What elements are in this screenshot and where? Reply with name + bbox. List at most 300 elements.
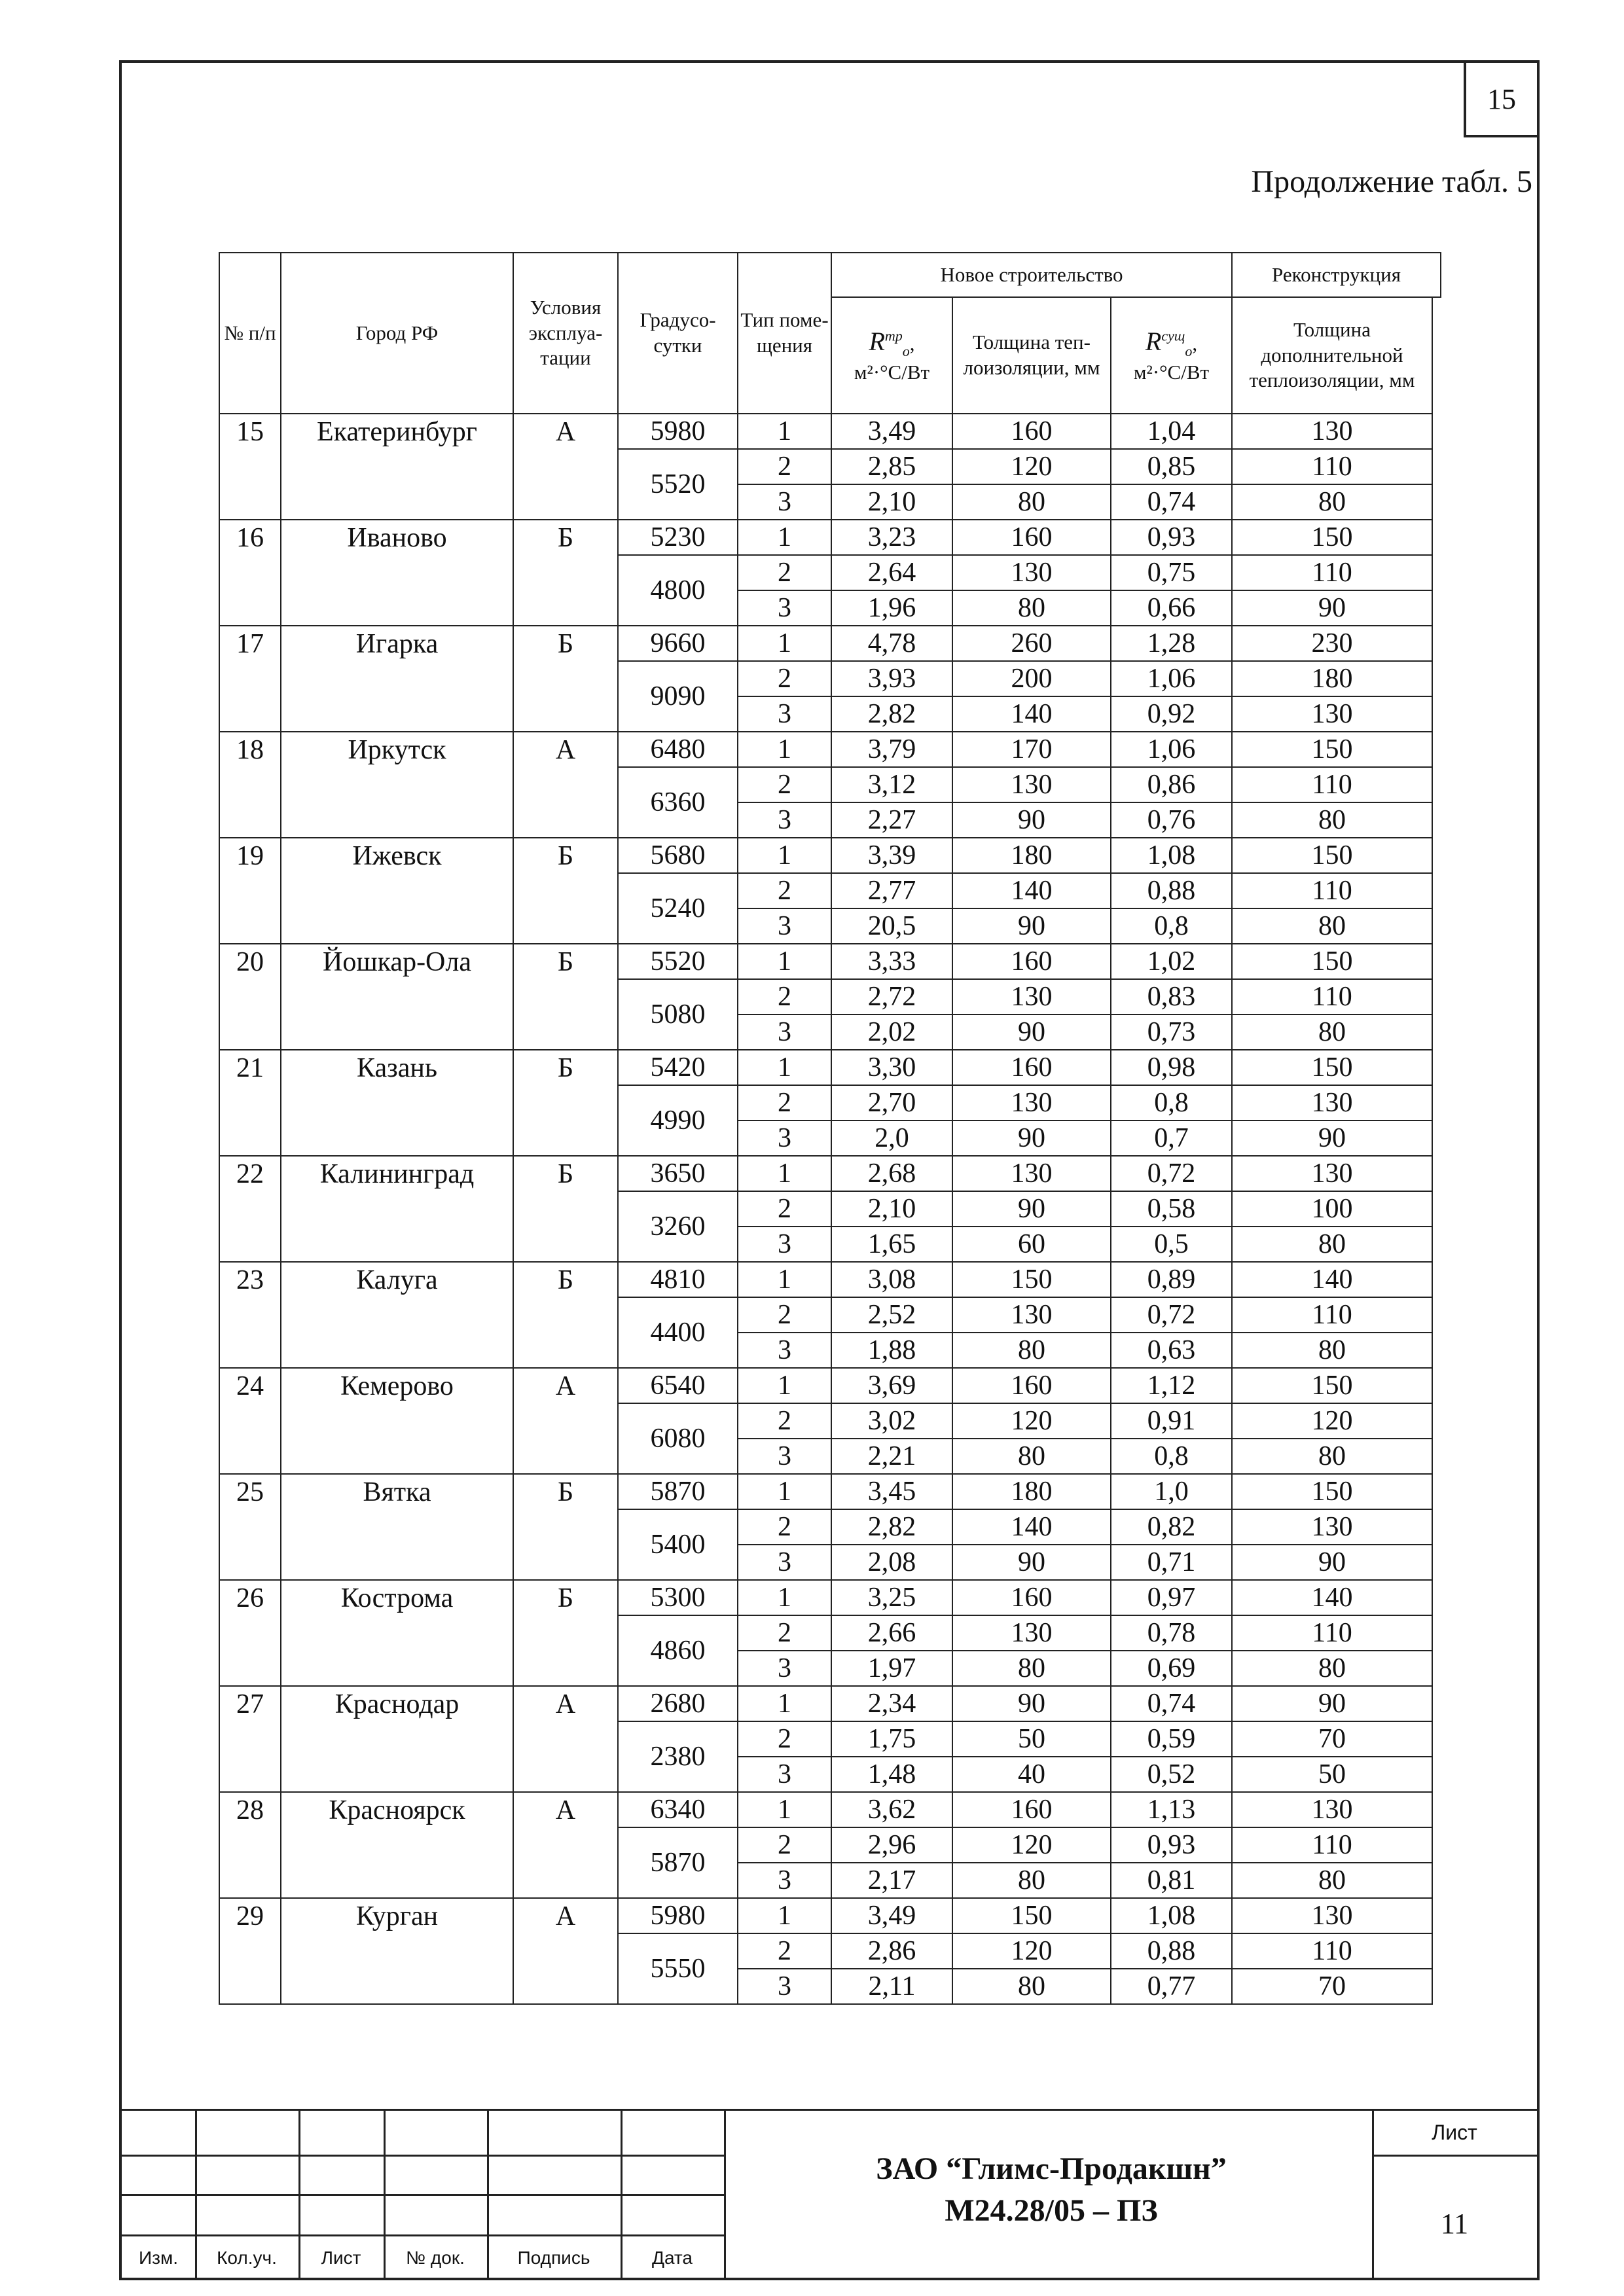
thickness-additional-value: 80 — [1232, 1227, 1432, 1262]
r-existing-value: 1,28 — [1111, 626, 1232, 661]
table-row — [219, 1474, 1441, 1509]
thickness-additional-value: 80 — [1232, 802, 1432, 838]
r-existing-value: 0,74 — [1111, 1686, 1232, 1721]
degree-days-value: 6540 — [618, 1368, 738, 1403]
title-block — [122, 2109, 1537, 2278]
row-number: 18 — [219, 732, 281, 838]
table-row — [219, 1580, 1441, 1615]
thickness-additional-value: 70 — [1232, 1721, 1432, 1757]
r-required-value: 1,97 — [831, 1651, 952, 1686]
city-name: Краснодар — [281, 1686, 513, 1792]
r-required-value: 1,75 — [831, 1721, 952, 1757]
r-required-value: 2,82 — [831, 1509, 952, 1545]
thickness-new-value: 180 — [952, 838, 1111, 873]
r-required-value: 3,62 — [831, 1792, 952, 1827]
thickness-new-value: 150 — [952, 1898, 1111, 1933]
r-required-value: 2,64 — [831, 555, 952, 590]
header-thickness-additional: Толщина дополнительной теплоизоляции, мм — [1232, 297, 1432, 414]
r-existing-value: 0,97 — [1111, 1580, 1232, 1615]
degree-days-value: 2380 — [618, 1721, 738, 1792]
thickness-new-value: 90 — [952, 908, 1111, 944]
operating-conditions: Б — [513, 1262, 618, 1368]
room-type: 1 — [738, 414, 831, 449]
header-city: Город РФ — [281, 253, 513, 414]
degree-days-value: 5420 — [618, 1050, 738, 1085]
room-type: 2 — [738, 555, 831, 590]
r-existing-value: 0,74 — [1111, 484, 1232, 520]
document-code: М24.28/05 – ПЗ — [945, 2193, 1158, 2228]
thickness-new-value: 120 — [952, 1403, 1111, 1439]
r-required-value: 2,11 — [831, 1969, 952, 2004]
thickness-additional-value: 120 — [1232, 1403, 1432, 1439]
thickness-additional-value: 150 — [1232, 1050, 1432, 1085]
thickness-new-value: 130 — [952, 1156, 1111, 1191]
thickness-additional-value: 150 — [1232, 732, 1432, 767]
r-required-value: 2,17 — [831, 1863, 952, 1898]
r-required-value: 2,85 — [831, 449, 952, 484]
label-list: Лист — [321, 2248, 361, 2268]
thickness-additional-value: 110 — [1232, 979, 1432, 1014]
thickness-additional-value: 100 — [1232, 1191, 1432, 1227]
sheet-number: 11 — [1440, 2208, 1469, 2240]
row-number: 23 — [219, 1262, 281, 1368]
r-existing-value: 0,69 — [1111, 1651, 1232, 1686]
degree-days-value: 6360 — [618, 767, 738, 838]
r-existing-value: 0,83 — [1111, 979, 1232, 1014]
thickness-additional-value: 150 — [1232, 838, 1432, 873]
r-existing-value: 1,08 — [1111, 1898, 1232, 1933]
thickness-additional-value: 140 — [1232, 1262, 1432, 1297]
r-required-value: 2,0 — [831, 1121, 952, 1156]
thickness-new-value: 80 — [952, 1651, 1111, 1686]
r-existing-value: 0,85 — [1111, 449, 1232, 484]
thickness-new-value: 160 — [952, 1050, 1111, 1085]
row-number: 28 — [219, 1792, 281, 1898]
r-required-value: 3,33 — [831, 944, 952, 979]
r-existing-value: 1,04 — [1111, 414, 1232, 449]
thickness-new-value: 130 — [952, 1297, 1111, 1333]
degree-days-value: 5550 — [618, 1933, 738, 2004]
thickness-additional-value: 110 — [1232, 1615, 1432, 1651]
room-type: 3 — [738, 1651, 831, 1686]
thickness-new-value: 140 — [952, 696, 1111, 732]
thickness-new-value: 160 — [952, 1368, 1111, 1403]
r-required-value: 2,82 — [831, 696, 952, 732]
thickness-new-value: 170 — [952, 732, 1111, 767]
r-required-value: 2,86 — [831, 1933, 952, 1969]
room-type: 1 — [738, 1898, 831, 1933]
operating-conditions: Б — [513, 1156, 618, 1262]
room-type: 3 — [738, 1863, 831, 1898]
table-row — [219, 944, 1441, 979]
r-existing-value: 1,02 — [1111, 944, 1232, 979]
room-type: 1 — [738, 1156, 831, 1191]
room-type: 2 — [738, 1509, 831, 1545]
r-required-value: 3,08 — [831, 1262, 952, 1297]
label-kol-uch: Кол.уч. — [217, 2248, 277, 2268]
table-row — [219, 1262, 1441, 1297]
r-required-value: 4,78 — [831, 626, 952, 661]
degree-days-value: 4990 — [618, 1085, 738, 1156]
r-required-value: 2,72 — [831, 979, 952, 1014]
thickness-additional-value: 110 — [1232, 1933, 1432, 1969]
r-required-value: 2,02 — [831, 1014, 952, 1050]
r-required-value: 20,5 — [831, 908, 952, 944]
city-name: Калуга — [281, 1262, 513, 1368]
r-existing-value: 0,58 — [1111, 1191, 1232, 1227]
r-existing-value: 1,13 — [1111, 1792, 1232, 1827]
r-existing-value: 1,12 — [1111, 1368, 1232, 1403]
room-type: 1 — [738, 626, 831, 661]
r-existing-value: 0,81 — [1111, 1863, 1232, 1898]
thickness-new-value: 160 — [952, 944, 1111, 979]
thickness-new-value: 90 — [952, 1121, 1111, 1156]
r-required-value: 3,69 — [831, 1368, 952, 1403]
r-existing-value: 0,5 — [1111, 1227, 1232, 1262]
thickness-additional-value: 180 — [1232, 661, 1432, 696]
row-number: 29 — [219, 1898, 281, 2004]
thickness-new-value: 80 — [952, 1439, 1111, 1474]
degree-days-value: 9660 — [618, 626, 738, 661]
r-required-value: 2,08 — [831, 1545, 952, 1580]
thickness-additional-value: 80 — [1232, 908, 1432, 944]
r-required-value: 3,45 — [831, 1474, 952, 1509]
operating-conditions: А — [513, 1368, 618, 1474]
r-required-value: 2,10 — [831, 1191, 952, 1227]
row-number: 25 — [219, 1474, 281, 1580]
label-date: Дата — [651, 2248, 693, 2268]
table-row — [219, 732, 1441, 767]
row-number: 22 — [219, 1156, 281, 1262]
operating-conditions: А — [513, 1898, 618, 2004]
thickness-new-value: 130 — [952, 1615, 1111, 1651]
r-required-value: 2,34 — [831, 1686, 952, 1721]
thickness-additional-value: 110 — [1232, 1297, 1432, 1333]
room-type: 3 — [738, 590, 831, 626]
room-type: 2 — [738, 767, 831, 802]
room-type: 1 — [738, 1792, 831, 1827]
room-type: 1 — [738, 520, 831, 555]
room-type: 2 — [738, 1615, 831, 1651]
room-type: 3 — [738, 1439, 831, 1474]
room-type: 1 — [738, 944, 831, 979]
sheet-label: Лист — [1432, 2121, 1477, 2144]
room-type: 1 — [738, 838, 831, 873]
r-existing-value: 0,71 — [1111, 1545, 1232, 1580]
header-reconstruction: Реконструкция — [1232, 253, 1441, 297]
city-name: Красноярск — [281, 1792, 513, 1898]
room-type: 1 — [738, 732, 831, 767]
r-required-value: 2,52 — [831, 1297, 952, 1333]
r-required-value: 3,79 — [831, 732, 952, 767]
thickness-new-value: 40 — [952, 1757, 1111, 1792]
thickness-new-value: 90 — [952, 1014, 1111, 1050]
r-existing-value: 0,75 — [1111, 555, 1232, 590]
row-number: 24 — [219, 1368, 281, 1474]
r-existing-value: 1,06 — [1111, 732, 1232, 767]
thickness-additional-value: 110 — [1232, 873, 1432, 908]
room-type: 1 — [738, 1474, 831, 1509]
thickness-new-value: 160 — [952, 414, 1111, 449]
r-required-value: 3,49 — [831, 414, 952, 449]
r-required-value: 2,21 — [831, 1439, 952, 1474]
thickness-additional-value: 130 — [1232, 414, 1432, 449]
operating-conditions: Б — [513, 520, 618, 626]
header-thickness-new: Толщина теп-лоизоляции, мм — [952, 297, 1111, 414]
operating-conditions: Б — [513, 1050, 618, 1156]
degree-days-value: 4800 — [618, 555, 738, 626]
room-type: 1 — [738, 1686, 831, 1721]
city-name: Ижевск — [281, 838, 513, 944]
operating-conditions: А — [513, 732, 618, 838]
operating-conditions: Б — [513, 1474, 618, 1580]
thickness-additional-value: 130 — [1232, 1898, 1432, 1933]
r-required-value: 2,77 — [831, 873, 952, 908]
thickness-new-value: 90 — [952, 1191, 1111, 1227]
r-required-value: 1,96 — [831, 590, 952, 626]
r-required-value: 2,70 — [831, 1085, 952, 1121]
thickness-additional-value: 110 — [1232, 1827, 1432, 1863]
table-row — [219, 414, 1441, 449]
room-type: 2 — [738, 1721, 831, 1757]
room-type: 3 — [738, 484, 831, 520]
r-existing-value: 1,08 — [1111, 838, 1232, 873]
city-name: Кемерово — [281, 1368, 513, 1474]
thickness-additional-value: 80 — [1232, 1863, 1432, 1898]
thickness-new-value: 130 — [952, 555, 1111, 590]
r-existing-value: 0,66 — [1111, 590, 1232, 626]
room-type: 3 — [738, 1545, 831, 1580]
r-required-value: 1,65 — [831, 1227, 952, 1262]
r-existing-value: 0,88 — [1111, 873, 1232, 908]
r-existing-value: 0,8 — [1111, 1085, 1232, 1121]
thickness-additional-value: 70 — [1232, 1969, 1432, 2004]
thickness-additional-value: 150 — [1232, 944, 1432, 979]
thickness-new-value: 160 — [952, 1792, 1111, 1827]
degree-days-value: 5240 — [618, 873, 738, 944]
label-doc-num: № док. — [406, 2248, 465, 2268]
room-type: 2 — [738, 449, 831, 484]
r-existing-value: 0,8 — [1111, 908, 1232, 944]
thickness-additional-value: 150 — [1232, 1368, 1432, 1403]
table-row — [219, 1792, 1441, 1827]
city-name: Иваново — [281, 520, 513, 626]
degree-days-value: 2680 — [618, 1686, 738, 1721]
r-required-value: 2,27 — [831, 802, 952, 838]
city-name: Калининград — [281, 1156, 513, 1262]
row-number: 21 — [219, 1050, 281, 1156]
degree-days-value: 5870 — [618, 1827, 738, 1898]
thickness-new-value: 120 — [952, 449, 1111, 484]
thickness-new-value: 80 — [952, 1333, 1111, 1368]
r-existing-value: 0,8 — [1111, 1439, 1232, 1474]
header-new-construction: Новое строительство — [831, 253, 1232, 297]
thickness-additional-value: 230 — [1232, 626, 1432, 661]
header-conditions: Условия эксплуа-тации — [513, 253, 618, 414]
r-existing-value: 0,89 — [1111, 1262, 1232, 1297]
r-required-value: 3,30 — [831, 1050, 952, 1085]
row-number: 20 — [219, 944, 281, 1050]
r-required-value: 2,68 — [831, 1156, 952, 1191]
thickness-new-value: 120 — [952, 1827, 1111, 1863]
r-required-value: 3,39 — [831, 838, 952, 873]
thickness-additional-value: 130 — [1232, 1156, 1432, 1191]
city-name: Кострома — [281, 1580, 513, 1686]
degree-days-value: 4810 — [618, 1262, 738, 1297]
r-required-value: 3,02 — [831, 1403, 952, 1439]
page-number: 15 — [1464, 60, 1540, 137]
degree-days-value: 4860 — [618, 1615, 738, 1686]
thickness-new-value: 130 — [952, 979, 1111, 1014]
city-name: Екатеринбург — [281, 414, 513, 520]
thickness-new-value: 80 — [952, 1863, 1111, 1898]
r-existing-value: 0,91 — [1111, 1403, 1232, 1439]
degree-days-value: 5980 — [618, 414, 738, 449]
thickness-new-value: 80 — [952, 484, 1111, 520]
thickness-additional-value: 80 — [1232, 1651, 1432, 1686]
r-existing-value: 1,06 — [1111, 661, 1232, 696]
degree-days-value: 5520 — [618, 449, 738, 520]
thickness-new-value: 50 — [952, 1721, 1111, 1757]
room-type: 2 — [738, 661, 831, 696]
degree-days-value: 3650 — [618, 1156, 738, 1191]
row-number: 19 — [219, 838, 281, 944]
thickness-additional-value: 130 — [1232, 1085, 1432, 1121]
r-existing-value: 0,76 — [1111, 802, 1232, 838]
table-row — [219, 1050, 1441, 1085]
degree-days-value: 5520 — [618, 944, 738, 979]
r-existing-value: 0,63 — [1111, 1333, 1232, 1368]
operating-conditions: А — [513, 414, 618, 520]
thickness-additional-value: 80 — [1232, 1333, 1432, 1368]
operating-conditions: А — [513, 1792, 618, 1898]
thickness-additional-value: 110 — [1232, 767, 1432, 802]
r-existing-value: 0,82 — [1111, 1509, 1232, 1545]
room-type: 3 — [738, 908, 831, 944]
thickness-additional-value: 110 — [1232, 449, 1432, 484]
room-type: 1 — [738, 1050, 831, 1085]
room-type: 3 — [738, 802, 831, 838]
r-required-value: 2,10 — [831, 484, 952, 520]
r-existing-value: 0,88 — [1111, 1933, 1232, 1969]
degree-days-value: 5980 — [618, 1898, 738, 1933]
header-num: № п/п — [219, 253, 281, 414]
thickness-new-value: 160 — [952, 1580, 1111, 1615]
degree-days-value: 5300 — [618, 1580, 738, 1615]
r-existing-value: 0,77 — [1111, 1969, 1232, 2004]
degree-days-value: 5230 — [618, 520, 738, 555]
degree-days-value: 5080 — [618, 979, 738, 1050]
table-row — [219, 626, 1441, 661]
room-type: 2 — [738, 1297, 831, 1333]
room-type: 3 — [738, 1121, 831, 1156]
table-row — [219, 1156, 1441, 1191]
r-required-value: 3,93 — [831, 661, 952, 696]
row-number: 16 — [219, 520, 281, 626]
thickness-new-value: 120 — [952, 1933, 1111, 1969]
room-type: 2 — [738, 873, 831, 908]
label-signature: Подпись — [517, 2248, 590, 2268]
r-existing-value: 0,7 — [1111, 1121, 1232, 1156]
operating-conditions: Б — [513, 1580, 618, 1686]
thickness-new-value: 160 — [952, 520, 1111, 555]
degree-days-value: 4400 — [618, 1297, 738, 1368]
thickness-new-value: 90 — [952, 802, 1111, 838]
table-row — [219, 1898, 1441, 1933]
header-degree-days: Градусо-сутки — [618, 253, 738, 414]
city-name: Вятка — [281, 1474, 513, 1580]
r-existing-value: 1,0 — [1111, 1474, 1232, 1509]
degree-days-value: 5680 — [618, 838, 738, 873]
thickness-additional-value: 150 — [1232, 520, 1432, 555]
room-type: 3 — [738, 1757, 831, 1792]
degree-days-value: 3260 — [618, 1191, 738, 1262]
city-name: Курган — [281, 1898, 513, 2004]
room-type: 3 — [738, 1014, 831, 1050]
thickness-additional-value: 110 — [1232, 555, 1432, 590]
r-required-value: 2,66 — [831, 1615, 952, 1651]
thickness-new-value: 90 — [952, 1686, 1111, 1721]
degree-days-value: 5400 — [618, 1509, 738, 1580]
r-required-value: 3,25 — [831, 1580, 952, 1615]
r-existing-value: 0,93 — [1111, 520, 1232, 555]
r-existing-value: 0,72 — [1111, 1156, 1232, 1191]
header-room-type: Тип поме-щения — [738, 253, 831, 414]
thickness-additional-value: 90 — [1232, 1121, 1432, 1156]
thickness-new-value: 80 — [952, 590, 1111, 626]
degree-days-value: 9090 — [618, 661, 738, 732]
company-name: ЗАО “Глимс-Продакшн” — [876, 2151, 1227, 2186]
thickness-new-value: 130 — [952, 1085, 1111, 1121]
city-name: Йошкар-Ола — [281, 944, 513, 1050]
operating-conditions: Б — [513, 838, 618, 944]
label-izm: Изм. — [139, 2248, 178, 2268]
thickness-additional-value: 130 — [1232, 696, 1432, 732]
table-row — [219, 1686, 1441, 1721]
header-r-required: $R^{тр}_o$, м²·°С/Вт — [831, 297, 952, 414]
thickness-new-value: 140 — [952, 1509, 1111, 1545]
thickness-additional-value: 80 — [1232, 1014, 1432, 1050]
thickness-additional-value: 50 — [1232, 1757, 1432, 1792]
city-name: Игарка — [281, 626, 513, 732]
room-type: 3 — [738, 696, 831, 732]
room-type: 3 — [738, 1227, 831, 1262]
thickness-additional-value: 130 — [1232, 1792, 1432, 1827]
room-type: 2 — [738, 1191, 831, 1227]
data-table — [219, 252, 1441, 2005]
city-name: Иркутск — [281, 732, 513, 838]
degree-days-value: 6340 — [618, 1792, 738, 1827]
row-number: 26 — [219, 1580, 281, 1686]
r-existing-value: 0,98 — [1111, 1050, 1232, 1085]
row-number: 27 — [219, 1686, 281, 1792]
thickness-new-value: 130 — [952, 767, 1111, 802]
thickness-new-value: 140 — [952, 873, 1111, 908]
room-type: 3 — [738, 1969, 831, 2004]
r-required-value: 3,12 — [831, 767, 952, 802]
r-required-value: 1,88 — [831, 1333, 952, 1368]
room-type: 1 — [738, 1368, 831, 1403]
thickness-additional-value: 80 — [1232, 1439, 1432, 1474]
r-existing-value: 0,72 — [1111, 1297, 1232, 1333]
room-type: 2 — [738, 1403, 831, 1439]
r-required-value: 1,48 — [831, 1757, 952, 1792]
operating-conditions: А — [513, 1686, 618, 1792]
r-required-value: 3,23 — [831, 520, 952, 555]
table-caption: Продолжение табл. 5 — [1251, 164, 1532, 199]
table-row — [219, 520, 1441, 555]
thickness-additional-value: 90 — [1232, 1545, 1432, 1580]
